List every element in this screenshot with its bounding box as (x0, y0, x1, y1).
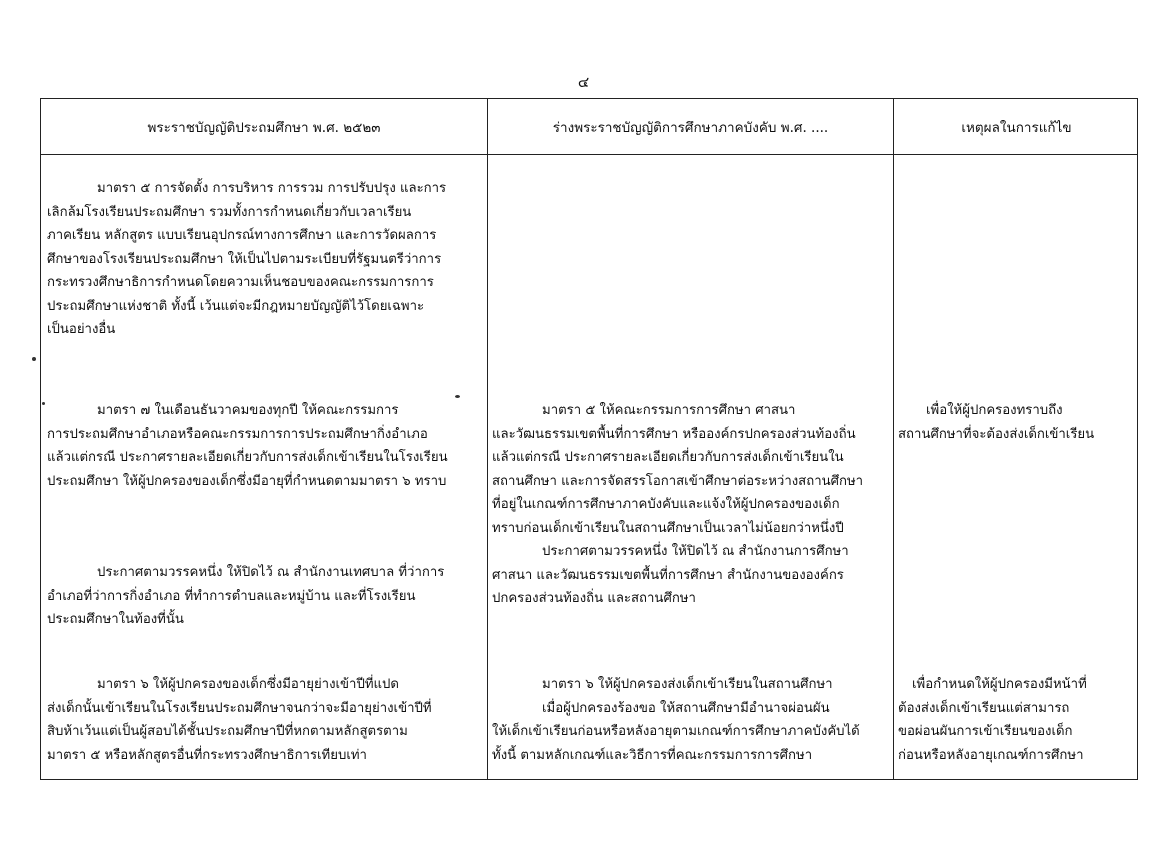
text-line: ประถมศึกษาในท้องที่นั้น (47, 612, 184, 627)
text-line: ประกาศตามวรรคหนึ่ง ให้ปิดไว้ ณ สำนักงานการศึกษา (542, 544, 849, 559)
text-line: ขอผ่อนผันการเข้าเรียนของเด็ก (898, 724, 1073, 739)
header-current-law: พระราชบัญญัติประถมศึกษา พ.ศ. ๒๕๒๓ (147, 119, 381, 136)
text-line: ปกครองส่วนท้องถิ่น และสถานศึกษา (492, 591, 696, 606)
text-line: กระทรวงศึกษาธิการกำหนดโดยความเห็นชอบของคณะกรรมการการ (47, 275, 434, 290)
header-draft-law: ร่างพระราชบัญญัติการศึกษาภาคบังคับ พ.ศ. .... (552, 119, 829, 136)
text-line: ก่อนหรือหลังอายุเกณฑ์การศึกษา (898, 747, 1084, 763)
text-line: ต้องส่งเด็กเข้าเรียนแต่สามารถ (898, 700, 1070, 716)
current-section-5 (47, 177, 483, 342)
text-line: เป็นอย่างอื่น (47, 322, 116, 337)
draft-section-6 (492, 673, 890, 767)
text-line: แล้วแต่กรณี ประกาศรายละเอียดเกี่ยวกับการส่งเด็กเข้าเรียนในโรงเรียน (47, 450, 448, 465)
text-line: มาตรา ๕ การจัดตั้ง การบริหาร การรวม การปรับปรุง และการ (97, 181, 447, 196)
text-line: มาตรา ๕ ให้คณะกรรมการการศึกษา ศาสนา (542, 403, 796, 418)
text-line: การประถมศึกษาอำเภอหรือคณะกรรมการการประถมศึกษากิ่งอำเภอ (47, 426, 428, 442)
current-section-7 (47, 399, 483, 493)
column-divider (893, 99, 894, 779)
text-line: แล้วแต่กรณี ประกาศรายละเอียดเกี่ยวกับการส่งเด็กเข้าเรียนใน (492, 450, 844, 465)
text-line: ประถมศึกษา ให้ผู้ปกครองของเด็กซึ่งมีอายุที่กำหนดตามมาตรา ๖ ทราบ (47, 473, 447, 489)
text-line: ทั้งนี้ ตามหลักเกณฑ์และวิธีการที่คณะกรรมการการศึกษา (492, 747, 813, 763)
text-line: มาตรา ๕ หรือหลักสูตรอื่นที่กระทรวงศึกษาธิการเทียบเท่า (47, 747, 367, 763)
text-line: ศึกษาของโรงเรียนประถมศึกษา ให้เป็นไปตามระเบียบที่รัฐมนตรีว่าการ (47, 251, 442, 267)
text-line: และวัฒนธรรมเขตพื้นที่การศึกษา หรือองค์กรปกครองส่วนท้องถิ่น (492, 426, 856, 442)
text-line: ภาคเรียน หลักสูตร แบบเรียนอุปกรณ์ทางการศึกษา และการวัดผลการ (47, 228, 437, 243)
text-line: ส่งเด็กนั้นเข้าเรียนในโรงเรียนประถมศึกษาจนกว่าจะมีอายุย่างเข้าปีที่ (47, 700, 432, 716)
text-line: มาตรา ๖ ให้ผู้ปกครองส่งเด็กเข้าเรียนในสถานศึกษา (542, 677, 833, 692)
text-line: อำเภอที่ว่าการกิ่งอำเภอ ที่ทำการตำบลและหมู่บ้าน และที่โรงเรียน (47, 588, 416, 604)
reason-2 (898, 673, 1134, 767)
text-line: เมื่อผู้ปกครองร้องขอ ให้สถานศึกษามีอำนาจผ่อนผัน (542, 700, 830, 716)
reason-1 (898, 399, 1134, 446)
column-divider (487, 99, 488, 779)
text-line: มาตรา ๗ ในเดือนธันวาคมของทุกปี ให้คณะกรรมการ (97, 403, 399, 418)
text-line: ที่อยู่ในเกณฑ์การศึกษาภาคบังคับและแจ้งให้ผู้ปกครองของเด็ก (492, 497, 840, 512)
text-line: ประกาศตามวรรคหนึ่ง ให้ปิดไว้ ณ สำนักงานเทศบาล ที่ว่าการ (97, 565, 445, 580)
scan-speck (455, 395, 460, 398)
text-line: ศาสนา และวัฒนธรรมเขตพื้นที่การศึกษา สำนักงานขององค์กร (492, 567, 844, 583)
text-line: มาตรา ๖ ให้ผู้ปกครองของเด็กซึ่งมีอายุย่างเข้าปีที่แปด (97, 677, 399, 692)
text-line: เพื่อให้ผู้ปกครองทราบถึง (926, 403, 1063, 418)
text-line: ทราบก่อนเด็กเข้าเรียนในสถานศึกษาเป็นเวลาไม่น้อยกว่าหนึ่งปี (492, 520, 844, 536)
page-number: ๔ (577, 73, 590, 91)
text-line: สถานศึกษาที่จะต้องส่งเด็กเข้าเรียน (898, 426, 1095, 442)
scan-speck (32, 357, 36, 361)
draft-section-5 (492, 399, 890, 611)
header-reasons: เหตุผลในการแก้ไข (961, 119, 1072, 136)
scan-speck (42, 402, 45, 405)
text-line: ให้เด็กเข้าเรียนก่อนหรือหลังอายุตามเกณฑ์การศึกษาภาคบังคับได้ (492, 724, 860, 739)
text-line: สถานศึกษา และการจัดสรรโอกาสเข้าศึกษาต่อระหว่างสถานศึกษา (492, 473, 864, 489)
text-line: เลิกล้มโรงเรียนประถมศึกษา รวมทั้งการกำหนดเกี่ยวกับเวลาเรียน (47, 204, 412, 220)
header-divider (41, 154, 1137, 155)
text-line: สิบห้าเว้นแต่เป็นผู้สอบได้ชั้นประถมศึกษาปีที่หกตามหลักสูตรตาม (47, 724, 408, 739)
text-line: เพื่อกำหนดให้ผู้ปกครองมีหน้าที่ (912, 677, 1087, 692)
text-line: ประถมศึกษาแห่งชาติ ทั้งนี้ เว้นแต่จะมีกฎหมายบัญญัติไว้โดยเฉพาะ (47, 298, 425, 314)
comparison-table (40, 98, 1138, 780)
current-announcement (47, 561, 483, 632)
current-section-6 (47, 673, 483, 767)
